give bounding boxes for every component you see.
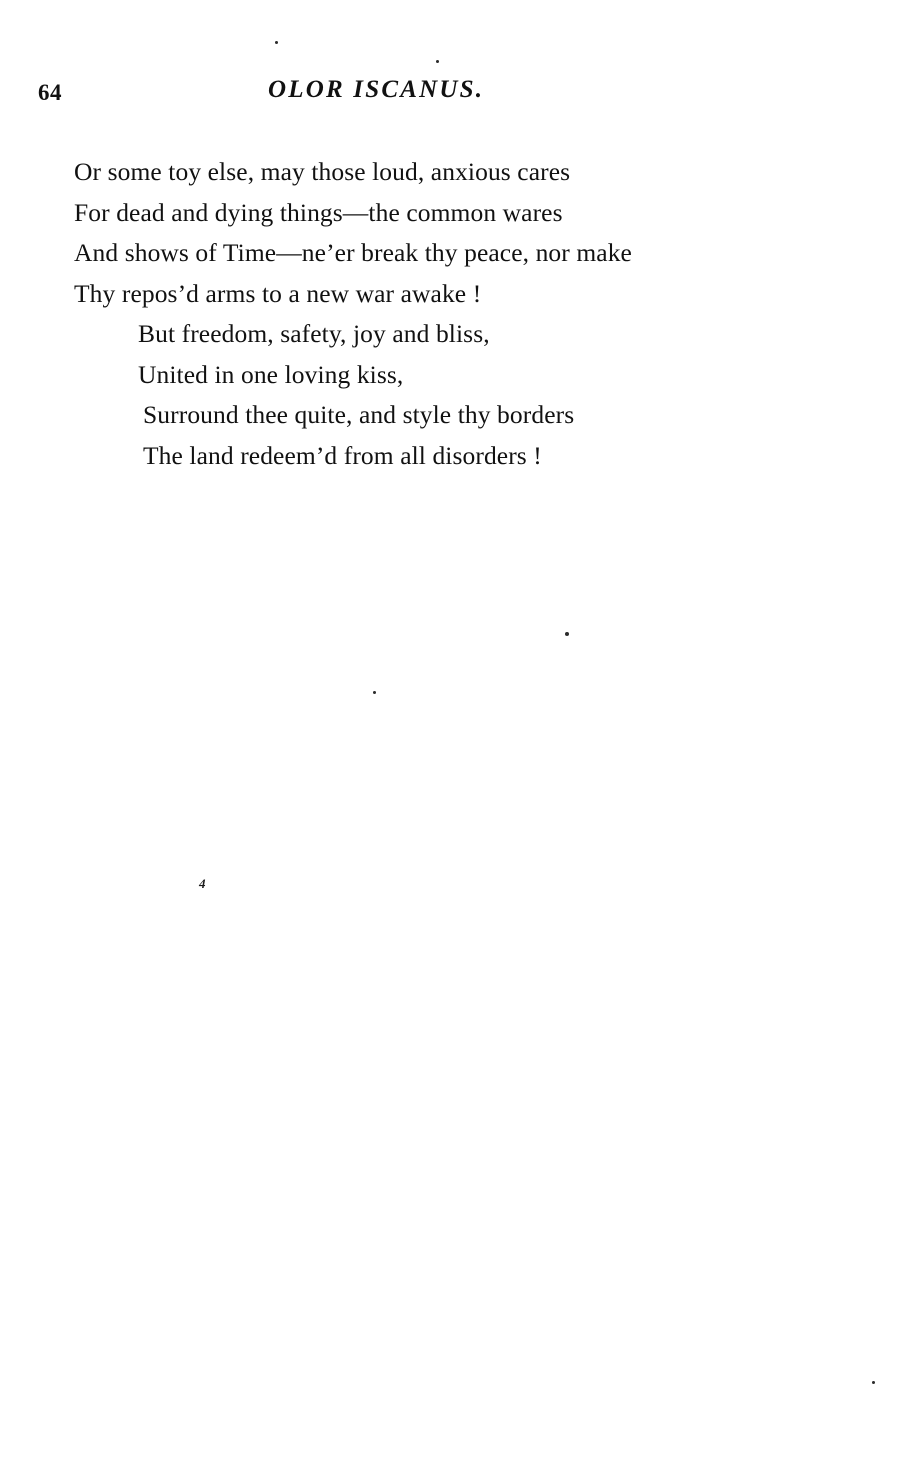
print-speck-icon xyxy=(436,60,439,63)
poem-line: And shows of Time—ne’er break thy peace, nor make xyxy=(74,238,632,267)
poem-body xyxy=(0,152,913,476)
signature-mark: 4 xyxy=(199,876,206,891)
print-speck-icon xyxy=(373,691,376,694)
poem-line: Or some toy else, may those loud, anxious cares xyxy=(74,157,571,186)
poem-line: Thy repos’d arms to a new war awake ! xyxy=(74,278,482,308)
poem-line: But freedom, safety, joy and bliss, xyxy=(138,319,490,348)
print-speck-icon xyxy=(872,1381,875,1384)
poem-line: Surround thee quite, and style thy borders xyxy=(143,400,575,429)
running-head-title: OLOR ISCANUS. xyxy=(268,76,485,103)
poem-line: United in one loving kiss, xyxy=(138,359,404,389)
page-header xyxy=(0,76,913,110)
poem-line: The land redeem’d from all disorders ! xyxy=(143,440,542,470)
print-speck-icon xyxy=(565,632,569,636)
print-speck-icon xyxy=(275,41,278,44)
page-number: 64 xyxy=(38,80,62,105)
poem-line: For dead and dying things—the common wares xyxy=(74,197,563,227)
